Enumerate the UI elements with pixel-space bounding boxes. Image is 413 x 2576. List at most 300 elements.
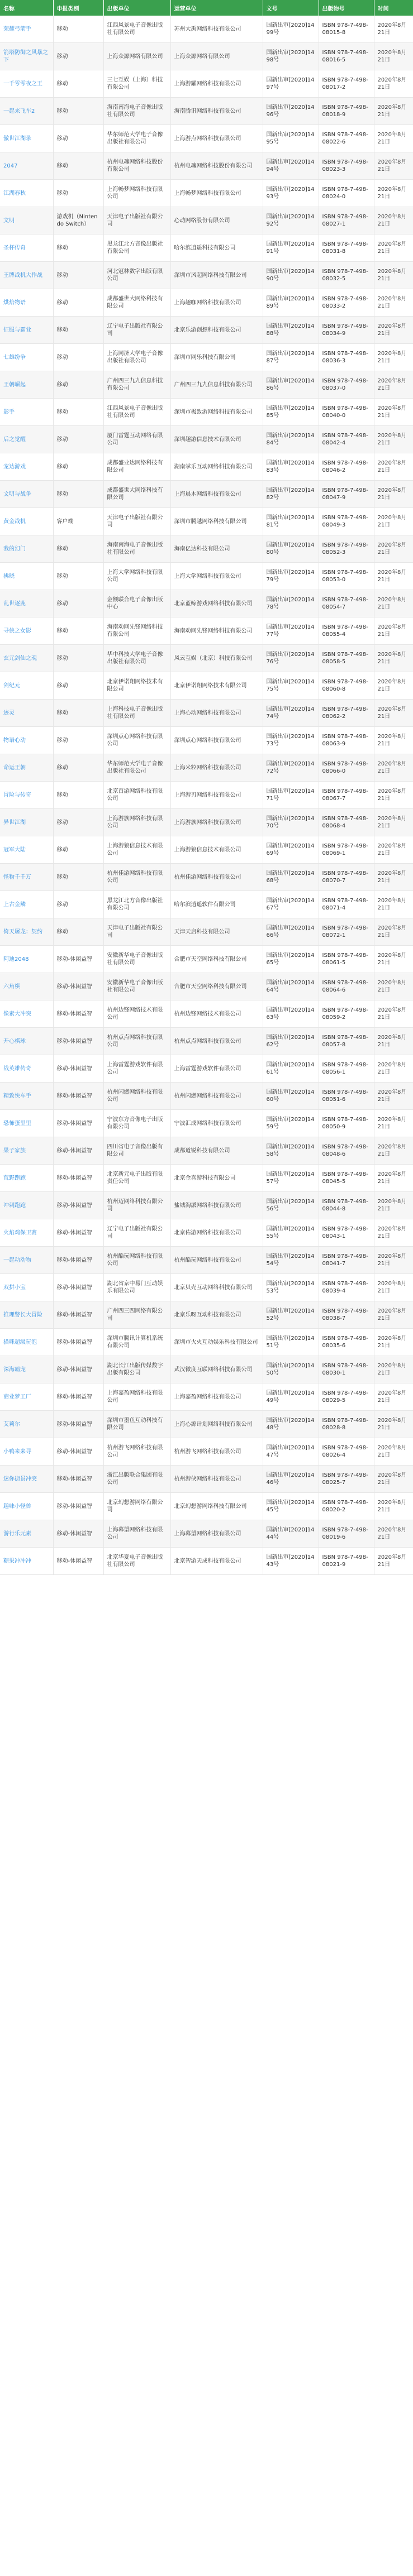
cell-category: 移动 bbox=[53, 864, 103, 891]
cell-publisher: 上海嘉盈网络科技有限公司 bbox=[103, 1383, 170, 1411]
cell-category: 移动-休闲益智 bbox=[53, 1520, 103, 1548]
column-header-operator: 运营单位 bbox=[170, 0, 263, 16]
cell-publisher: 成都盛业达网络科技有限公司 bbox=[103, 453, 170, 481]
cell-approval-no: 国新出审[2020]1450号 bbox=[263, 1356, 319, 1383]
column-header-approval-no: 文号 bbox=[263, 0, 319, 16]
cell-publisher: 浙江出版联合集团有限公司 bbox=[103, 1466, 170, 1493]
cell-publisher: 杭州迈网络科技有限公司 bbox=[103, 1192, 170, 1219]
cell-operator: 北京伊诺翔网络技术有限公司 bbox=[170, 672, 263, 700]
cell-isbn: ISBN 978-7-498-08053-0 bbox=[319, 563, 374, 590]
cell-date: 2020年8月21日 bbox=[374, 563, 413, 590]
table-row bbox=[0, 645, 413, 672]
cell-isbn: ISBN 978-7-498-08020-2 bbox=[319, 1493, 374, 1520]
cell-publisher: 北京百游网络科技有限公司 bbox=[103, 782, 170, 809]
cell-category: 移动 bbox=[53, 918, 103, 946]
cell-category: 移动-休闲益智 bbox=[53, 1438, 103, 1466]
cell-publisher: 杭州闪燃网络科技有限公司 bbox=[103, 1083, 170, 1110]
cell-operator: 广州四三九九信息科技有限公司 bbox=[170, 371, 263, 399]
cell-category: 移动 bbox=[53, 234, 103, 262]
cell-approval-no: 国新出审[2020]1467号 bbox=[263, 891, 319, 918]
table-row bbox=[0, 782, 413, 809]
cell-publisher: 辽宁电子出版社有限公司 bbox=[103, 317, 170, 344]
cell-operator: 深圳市腾越网络科技有限公司 bbox=[170, 508, 263, 535]
cell-approval-no: 国新出审[2020]1484号 bbox=[263, 426, 319, 453]
cell-approval-no: 国新出审[2020]1463号 bbox=[263, 1000, 319, 1028]
cell-category: 移动 bbox=[53, 809, 103, 836]
cell-category: 移动 bbox=[53, 535, 103, 563]
cell-category: 移动 bbox=[53, 70, 103, 98]
cell-name[interactable]: 荒野跑跑 bbox=[0, 1165, 53, 1192]
cell-name[interactable]: 迹灵 bbox=[0, 700, 53, 727]
cell-name[interactable]: 深海霸宠 bbox=[0, 1356, 53, 1383]
cell-isbn: ISBN 978-7-498-08050-9 bbox=[319, 1110, 374, 1137]
cell-name[interactable]: 征服与霸业 bbox=[0, 317, 53, 344]
table-row bbox=[0, 508, 413, 535]
cell-name[interactable]: 迷你街景冲突 bbox=[0, 1466, 53, 1493]
cell-name[interactable]: 乱世逐鹿 bbox=[0, 590, 53, 617]
cell-name[interactable]: 命运王朝 bbox=[0, 754, 53, 782]
table-row bbox=[0, 672, 413, 700]
cell-publisher: 上海雷霆游戏软件有限公司 bbox=[103, 1055, 170, 1083]
cell-category: 移动-休闲益智 bbox=[53, 1028, 103, 1055]
cell-isbn: ISBN 978-7-498-08038-7 bbox=[319, 1301, 374, 1329]
cell-isbn: ISBN 978-7-498-08032-5 bbox=[319, 262, 374, 289]
cell-name[interactable]: 倚天屠龙：契约 bbox=[0, 918, 53, 946]
cell-name[interactable]: 阿迪2048 bbox=[0, 946, 53, 973]
cell-approval-no: 国新出审[2020]1466号 bbox=[263, 918, 319, 946]
cell-operator: 上海游点网络科技有限公司 bbox=[170, 125, 263, 152]
cell-date: 2020年8月21日 bbox=[374, 1383, 413, 1411]
table-row bbox=[0, 98, 413, 125]
cell-approval-no: 国新出审[2020]1473号 bbox=[263, 727, 319, 754]
cell-operator: 北京贝壳互动网络科技有限公司 bbox=[170, 1274, 263, 1301]
table-row bbox=[0, 70, 413, 98]
cell-operator: 心动网络股份有限公司 bbox=[170, 207, 263, 234]
cell-date: 2020年8月21日 bbox=[374, 836, 413, 864]
cell-publisher: 华东师范大学电子音像出版社有限公司 bbox=[103, 754, 170, 782]
cell-category: 移动 bbox=[53, 617, 103, 645]
cell-publisher: 上海科技电子音像出版社有限公司 bbox=[103, 700, 170, 727]
cell-category: 移动 bbox=[53, 262, 103, 289]
cell-publisher: 江西风景电子音像出版社有限公司 bbox=[103, 16, 170, 43]
cell-category: 移动-休闲益智 bbox=[53, 1055, 103, 1083]
cell-isbn: ISBN 978-7-498-08031-8 bbox=[319, 234, 374, 262]
cell-date: 2020年8月21日 bbox=[374, 70, 413, 98]
cell-name[interactable]: 宠达游戏 bbox=[0, 453, 53, 481]
cell-name[interactable]: 糖果冲冲冲 bbox=[0, 1548, 53, 1575]
cell-isbn: ISBN 978-7-498-08060-8 bbox=[319, 672, 374, 700]
table-row bbox=[0, 727, 413, 754]
cell-date: 2020年8月21日 bbox=[374, 1274, 413, 1301]
table-row bbox=[0, 1055, 413, 1083]
cell-date: 2020年8月21日 bbox=[374, 535, 413, 563]
table-row bbox=[0, 1329, 413, 1356]
cell-name[interactable]: 文明与战争 bbox=[0, 481, 53, 508]
cell-isbn: ISBN 978-7-498-08045-5 bbox=[319, 1165, 374, 1192]
cell-publisher: 河北冠林数字出版有限公司 bbox=[103, 262, 170, 289]
cell-publisher: 上海游狼信息技术有限公司 bbox=[103, 836, 170, 864]
table-row bbox=[0, 1274, 413, 1301]
cell-category: 移动 bbox=[53, 43, 103, 70]
table-row bbox=[0, 1083, 413, 1110]
cell-category: 移动 bbox=[53, 289, 103, 317]
cell-publisher: 三七互娱（上海）科技有限公司 bbox=[103, 70, 170, 98]
cell-date: 2020年8月21日 bbox=[374, 891, 413, 918]
cell-date: 2020年8月21日 bbox=[374, 399, 413, 426]
cell-name[interactable]: 烘焙物语 bbox=[0, 289, 53, 317]
table-row bbox=[0, 1219, 413, 1247]
cell-approval-no: 国新出审[2020]1495号 bbox=[263, 125, 319, 152]
cell-operator: 杭州酷玩网络科技有限公司 bbox=[170, 1247, 263, 1274]
cell-name[interactable]: 箭塔防御之风暴之下 bbox=[0, 43, 53, 70]
cell-name[interactable]: 冒险与传奇 bbox=[0, 782, 53, 809]
table-row bbox=[0, 1438, 413, 1466]
cell-name[interactable]: 冲刺跑跑 bbox=[0, 1192, 53, 1219]
cell-publisher: 湖北省京中易门互动娱乐有限公司 bbox=[103, 1274, 170, 1301]
column-header-category: 申报类别 bbox=[53, 0, 103, 16]
cell-category: 移动 bbox=[53, 700, 103, 727]
cell-name[interactable]: 火焰鸡保卫赛 bbox=[0, 1219, 53, 1247]
cell-isbn: ISBN 978-7-498-08046-2 bbox=[319, 453, 374, 481]
cell-name[interactable]: 王朝崛起 bbox=[0, 371, 53, 399]
cell-isbn: ISBN 978-7-498-08047-9 bbox=[319, 481, 374, 508]
table-row bbox=[0, 1466, 413, 1493]
cell-isbn: ISBN 978-7-498-08049-3 bbox=[319, 508, 374, 535]
cell-name[interactable]: 双拼小宝 bbox=[0, 1274, 53, 1301]
cell-publisher: 江西风景电子音像出版社有限公司 bbox=[103, 399, 170, 426]
cell-operator: 海南亿达科技有限公司 bbox=[170, 535, 263, 563]
table-row bbox=[0, 836, 413, 864]
cell-date: 2020年8月21日 bbox=[374, 453, 413, 481]
cell-name[interactable]: 王牌战机大作战 bbox=[0, 262, 53, 289]
cell-approval-no: 国新出审[2020]1469号 bbox=[263, 836, 319, 864]
cell-approval-no: 国新出审[2020]1498号 bbox=[263, 43, 319, 70]
cell-date: 2020年8月21日 bbox=[374, 973, 413, 1000]
cell-category: 移动-休闲益智 bbox=[53, 946, 103, 973]
cell-publisher: 安徽新华电子音像出版社有限公司 bbox=[103, 946, 170, 973]
cell-publisher: 北京新元电子出版有限责任公司 bbox=[103, 1165, 170, 1192]
cell-publisher: 上海众源网络有限公司 bbox=[103, 43, 170, 70]
cell-date: 2020年8月21日 bbox=[374, 262, 413, 289]
cell-name[interactable]: 江湖春秋 bbox=[0, 180, 53, 207]
cell-approval-no: 国新出审[2020]1491号 bbox=[263, 234, 319, 262]
table-body bbox=[0, 16, 413, 1575]
table-row bbox=[0, 535, 413, 563]
cell-category: 移动-休闲益智 bbox=[53, 1466, 103, 1493]
cell-approval-no: 国新出审[2020]1490号 bbox=[263, 262, 319, 289]
cell-name[interactable]: 圣杯传奇 bbox=[0, 234, 53, 262]
cell-publisher: 成都盛世大网络科技有限公司 bbox=[103, 289, 170, 317]
cell-publisher: 金额联合电子音像出版中心 bbox=[103, 590, 170, 617]
cell-name[interactable]: 寻侠之女影 bbox=[0, 617, 53, 645]
cell-publisher: 华东师范大学电子音像出版社有限公司 bbox=[103, 125, 170, 152]
cell-approval-no: 国新出审[2020]1461号 bbox=[263, 1055, 319, 1083]
cell-category: 移动-休闲益智 bbox=[53, 1000, 103, 1028]
cell-name[interactable]: 冠军大陆 bbox=[0, 836, 53, 864]
cell-category: 移动 bbox=[53, 590, 103, 617]
cell-date: 2020年8月21日 bbox=[374, 727, 413, 754]
cell-operator: 苏州大禹网络科技有限公司 bbox=[170, 16, 263, 43]
cell-operator: 杭州闪燃网络科技有限公司 bbox=[170, 1083, 263, 1110]
cell-date: 2020年8月21日 bbox=[374, 1083, 413, 1110]
cell-category: 移动-休闲益智 bbox=[53, 1219, 103, 1247]
cell-name[interactable]: 七雄纷争 bbox=[0, 344, 53, 371]
cell-publisher: 辽宁电子出版社有限公司 bbox=[103, 1219, 170, 1247]
cell-operator: 北京金喜游科技有限公司 bbox=[170, 1165, 263, 1192]
cell-publisher: 华中科技大学电子音像出版社有限公司 bbox=[103, 645, 170, 672]
cell-category: 移动-休闲益智 bbox=[53, 1329, 103, 1356]
cell-operator: 上海雷霆游戏软件有限公司 bbox=[170, 1055, 263, 1083]
cell-date: 2020年8月21日 bbox=[374, 1356, 413, 1383]
cell-name[interactable]: 一起来飞车2 bbox=[0, 98, 53, 125]
cell-date: 2020年8月21日 bbox=[374, 1493, 413, 1520]
cell-operator: 上海心源计划网络科技有限公司 bbox=[170, 1411, 263, 1438]
cell-category: 移动 bbox=[53, 371, 103, 399]
cell-name[interactable]: 黄金战机 bbox=[0, 508, 53, 535]
cell-name[interactable]: 怪物千千万 bbox=[0, 864, 53, 891]
table-row bbox=[0, 590, 413, 617]
cell-category: 移动 bbox=[53, 180, 103, 207]
cell-name[interactable]: 傲世江湖录 bbox=[0, 125, 53, 152]
cell-publisher: 杭州酷玩网络科技有限公司 bbox=[103, 1247, 170, 1274]
cell-approval-no: 国新出审[2020]1446号 bbox=[263, 1466, 319, 1493]
cell-name[interactable]: 一千零零夜之王 bbox=[0, 70, 53, 98]
cell-publisher: 北京伊诺翔网络技术有限公司 bbox=[103, 672, 170, 700]
cell-category: 客户端 bbox=[53, 508, 103, 535]
cell-date: 2020年8月21日 bbox=[374, 590, 413, 617]
table-row bbox=[0, 563, 413, 590]
cell-publisher: 北京幻想游网络有限公司 bbox=[103, 1493, 170, 1520]
cell-name[interactable]: 小鸭来来寻 bbox=[0, 1438, 53, 1466]
cell-isbn: ISBN 978-7-498-08055-4 bbox=[319, 617, 374, 645]
cell-isbn: ISBN 978-7-498-08056-1 bbox=[319, 1055, 374, 1083]
cell-name[interactable]: 上古金鳞 bbox=[0, 891, 53, 918]
cell-name[interactable]: 精致快车手 bbox=[0, 1083, 53, 1110]
cell-name[interactable]: 我的幻门 bbox=[0, 535, 53, 563]
cell-category: 移动 bbox=[53, 152, 103, 180]
cell-category: 移动 bbox=[53, 672, 103, 700]
cell-isbn: ISBN 978-7-498-08033-2 bbox=[319, 289, 374, 317]
cell-name[interactable]: 像素大冲突 bbox=[0, 1000, 53, 1028]
cell-operator: 上海众源网络有限公司 bbox=[170, 43, 263, 70]
cell-approval-no: 国新出审[2020]1472号 bbox=[263, 754, 319, 782]
cell-name[interactable]: 玄元剑仙之魂 bbox=[0, 645, 53, 672]
cell-category: 移动-休闲益智 bbox=[53, 1493, 103, 1520]
cell-operator: 上海游狼信息技术有限公司 bbox=[170, 836, 263, 864]
cell-approval-no: 国新出审[2020]1482号 bbox=[263, 481, 319, 508]
cell-publisher: 成都盛世大网络科技有限公司 bbox=[103, 481, 170, 508]
cell-date: 2020年8月21日 bbox=[374, 1219, 413, 1247]
cell-isbn: ISBN 978-7-498-08057-8 bbox=[319, 1028, 374, 1055]
cell-isbn: ISBN 978-7-498-08027-1 bbox=[319, 207, 374, 234]
cell-isbn: ISBN 978-7-498-08058-5 bbox=[319, 645, 374, 672]
cell-publisher: 黑龙江北方音像出版社有限公司 bbox=[103, 234, 170, 262]
cell-date: 2020年8月21日 bbox=[374, 207, 413, 234]
cell-publisher: 黑龙江北方音像出版社有限公司 bbox=[103, 891, 170, 918]
cell-date: 2020年8月21日 bbox=[374, 809, 413, 836]
cell-name[interactable]: 战英雄传奇 bbox=[0, 1055, 53, 1083]
table-row bbox=[0, 1520, 413, 1548]
cell-approval-no: 国新出审[2020]1458号 bbox=[263, 1137, 319, 1165]
cell-name[interactable]: 2047 bbox=[0, 152, 53, 180]
cell-approval-no: 国新出审[2020]1487号 bbox=[263, 344, 319, 371]
cell-approval-no: 国新出审[2020]1452号 bbox=[263, 1301, 319, 1329]
cell-isbn: ISBN 978-7-498-08051-6 bbox=[319, 1083, 374, 1110]
cell-category: 移动-休闲益智 bbox=[53, 1192, 103, 1219]
table-row bbox=[0, 946, 413, 973]
cell-operator: 深圳点心网络科技有限公司 bbox=[170, 727, 263, 754]
cell-publisher: 天津电子出版社有限公司 bbox=[103, 207, 170, 234]
cell-isbn: ISBN 978-7-498-08061-5 bbox=[319, 946, 374, 973]
cell-isbn: ISBN 978-7-498-08066-0 bbox=[319, 754, 374, 782]
table-row bbox=[0, 891, 413, 918]
cell-isbn: ISBN 978-7-498-08059-2 bbox=[319, 1000, 374, 1028]
table-row bbox=[0, 617, 413, 645]
cell-operator: 杭州佳游网络科技有限公司 bbox=[170, 864, 263, 891]
cell-date: 2020年8月21日 bbox=[374, 782, 413, 809]
cell-category: 移动 bbox=[53, 453, 103, 481]
cell-isbn: ISBN 978-7-498-08017-2 bbox=[319, 70, 374, 98]
cell-name[interactable]: 果子家族 bbox=[0, 1137, 53, 1165]
cell-name[interactable]: 开心棋球 bbox=[0, 1028, 53, 1055]
cell-name[interactable]: 拂晓 bbox=[0, 563, 53, 590]
cell-name[interactable]: 艾莉尔 bbox=[0, 1411, 53, 1438]
cell-publisher: 上海同济大学电子音像出版社有限公司 bbox=[103, 344, 170, 371]
cell-operator: 上海米粒网络科技有限公司 bbox=[170, 754, 263, 782]
cell-name[interactable]: 文明 bbox=[0, 207, 53, 234]
cell-publisher: 海南动网先锋网络科技有限公司 bbox=[103, 617, 170, 645]
cell-operator: 湖南掌乐互动网络科技有限公司 bbox=[170, 453, 263, 481]
cell-isbn: ISBN 978-7-498-08070-7 bbox=[319, 864, 374, 891]
cell-operator: 上海畅梦网络科技有限公司 bbox=[170, 180, 263, 207]
cell-category: 移动-休闲益智 bbox=[53, 1356, 103, 1383]
cell-operator: 武汉微度互联网络科技有限公司 bbox=[170, 1356, 263, 1383]
table-row bbox=[0, 1165, 413, 1192]
cell-date: 2020年8月21日 bbox=[374, 1438, 413, 1466]
cell-operator: 北京乐游创想科技有限公司 bbox=[170, 317, 263, 344]
table-row bbox=[0, 1110, 413, 1137]
cell-approval-no: 国新出审[2020]1447号 bbox=[263, 1438, 319, 1466]
cell-name[interactable]: 趣味小怪兽 bbox=[0, 1493, 53, 1520]
cell-name[interactable]: 恐怖蛋里里 bbox=[0, 1110, 53, 1137]
cell-date: 2020年8月21日 bbox=[374, 1055, 413, 1083]
cell-name[interactable]: 荣耀弓箭手 bbox=[0, 16, 53, 43]
cell-isbn: ISBN 978-7-498-08018-9 bbox=[319, 98, 374, 125]
cell-isbn: ISBN 978-7-498-08024-0 bbox=[319, 180, 374, 207]
cell-approval-no: 国新出审[2020]1489号 bbox=[263, 289, 319, 317]
table-row bbox=[0, 973, 413, 1000]
cell-category: 移动 bbox=[53, 754, 103, 782]
cell-category: 移动-休闲益智 bbox=[53, 1165, 103, 1192]
cell-approval-no: 国新出审[2020]1464号 bbox=[263, 973, 319, 1000]
column-header-publisher: 出版单位 bbox=[103, 0, 170, 16]
cell-approval-no: 国新出审[2020]1497号 bbox=[263, 70, 319, 98]
cell-date: 2020年8月21日 bbox=[374, 481, 413, 508]
cell-operator: 合肥市天空网络科技有限公司 bbox=[170, 946, 263, 973]
cell-operator: 杭州电魂网络科技股份有限公司 bbox=[170, 152, 263, 180]
table-row bbox=[0, 43, 413, 70]
cell-operator: 风云互娱（北京）科技有限公司 bbox=[170, 645, 263, 672]
cell-approval-no: 国新出审[2020]1449号 bbox=[263, 1383, 319, 1411]
cell-publisher: 深圳市腾讯计算机系统有限公司 bbox=[103, 1329, 170, 1356]
cell-operator: 杭州游飞网络科技有限公司 bbox=[170, 1438, 263, 1466]
cell-isbn: ISBN 978-7-498-08025-7 bbox=[319, 1466, 374, 1493]
cell-approval-no: 国新出审[2020]1478号 bbox=[263, 590, 319, 617]
cell-name[interactable]: 一起动动物 bbox=[0, 1247, 53, 1274]
cell-name[interactable]: 影手 bbox=[0, 399, 53, 426]
cell-category: 移动-休闲益智 bbox=[53, 1247, 103, 1274]
cell-category: 移动-休闲益智 bbox=[53, 1383, 103, 1411]
cell-date: 2020年8月21日 bbox=[374, 864, 413, 891]
cell-publisher: 宁波东方音像电子出版有限公司 bbox=[103, 1110, 170, 1137]
cell-approval-no: 国新出审[2020]1479号 bbox=[263, 563, 319, 590]
table-row bbox=[0, 453, 413, 481]
cell-date: 2020年8月21日 bbox=[374, 1466, 413, 1493]
cell-isbn: ISBN 978-7-498-08037-0 bbox=[319, 371, 374, 399]
cell-approval-no: 国新出审[2020]1445号 bbox=[263, 1493, 319, 1520]
cell-date: 2020年8月21日 bbox=[374, 1110, 413, 1137]
table-row bbox=[0, 426, 413, 453]
cell-isbn: ISBN 978-7-498-08028-8 bbox=[319, 1411, 374, 1438]
cell-name[interactable]: 推理警长大冒险 bbox=[0, 1301, 53, 1329]
cell-name[interactable]: 异世江湖 bbox=[0, 809, 53, 836]
cell-name[interactable]: 商业梦工厂 bbox=[0, 1383, 53, 1411]
cell-approval-no: 国新出审[2020]1494号 bbox=[263, 152, 319, 180]
cell-date: 2020年8月21日 bbox=[374, 152, 413, 180]
cell-operator: 深圳市火火互动娱乐科技有限公司 bbox=[170, 1329, 263, 1356]
cell-publisher: 深圳市墨鱼互动科技有限公司 bbox=[103, 1411, 170, 1438]
table-row bbox=[0, 262, 413, 289]
cell-name[interactable]: 后之觉醒 bbox=[0, 426, 53, 453]
table-row bbox=[0, 700, 413, 727]
cell-approval-no: 国新出审[2020]1471号 bbox=[263, 782, 319, 809]
table-row bbox=[0, 864, 413, 891]
cell-category: 移动 bbox=[53, 399, 103, 426]
cell-publisher: 广州四三四网络有限公司 bbox=[103, 1301, 170, 1329]
cell-date: 2020年8月21日 bbox=[374, 946, 413, 973]
cell-name[interactable]: 猫咪超级玩泡 bbox=[0, 1329, 53, 1356]
cell-name[interactable]: 物语心动 bbox=[0, 727, 53, 754]
cell-name[interactable]: 剑纪元 bbox=[0, 672, 53, 700]
cell-operator: 北京幻想游网络科技有限公司 bbox=[170, 1493, 263, 1520]
cell-operator: 上海趣咖网络科技有限公司 bbox=[170, 289, 263, 317]
cell-name[interactable]: 游行乐元素 bbox=[0, 1520, 53, 1548]
cell-publisher: 天津电子出版社有限公司 bbox=[103, 508, 170, 535]
cell-isbn: ISBN 978-7-498-08034-9 bbox=[319, 317, 374, 344]
cell-approval-no: 国新出审[2020]1493号 bbox=[263, 180, 319, 207]
table-row bbox=[0, 399, 413, 426]
cell-operator: 盐城淘派网络科技有限公司 bbox=[170, 1192, 263, 1219]
table-row bbox=[0, 289, 413, 317]
cell-isbn: ISBN 978-7-498-08063-9 bbox=[319, 727, 374, 754]
cell-operator: 深圳市风起网络科技有限公司 bbox=[170, 262, 263, 289]
cell-date: 2020年8月21日 bbox=[374, 672, 413, 700]
cell-category: 移动 bbox=[53, 782, 103, 809]
table-row bbox=[0, 918, 413, 946]
cell-date: 2020年8月21日 bbox=[374, 1165, 413, 1192]
cell-approval-no: 国新出审[2020]1474号 bbox=[263, 700, 319, 727]
table-row bbox=[0, 152, 413, 180]
cell-publisher: 海南南海电子音像出版社有限公司 bbox=[103, 98, 170, 125]
cell-isbn: ISBN 978-7-498-08043-1 bbox=[319, 1219, 374, 1247]
cell-name[interactable]: 六角棋 bbox=[0, 973, 53, 1000]
cell-operator: 北京佑游网络科技有限公司 bbox=[170, 1219, 263, 1247]
cell-publisher: 广州四三九九信息科技有限公司 bbox=[103, 371, 170, 399]
cell-operator: 北京乐呀互动科技有限公司 bbox=[170, 1301, 263, 1329]
cell-category: 移动 bbox=[53, 426, 103, 453]
cell-approval-no: 国新出审[2020]1475号 bbox=[263, 672, 319, 700]
cell-category: 移动-休闲益智 bbox=[53, 1301, 103, 1329]
